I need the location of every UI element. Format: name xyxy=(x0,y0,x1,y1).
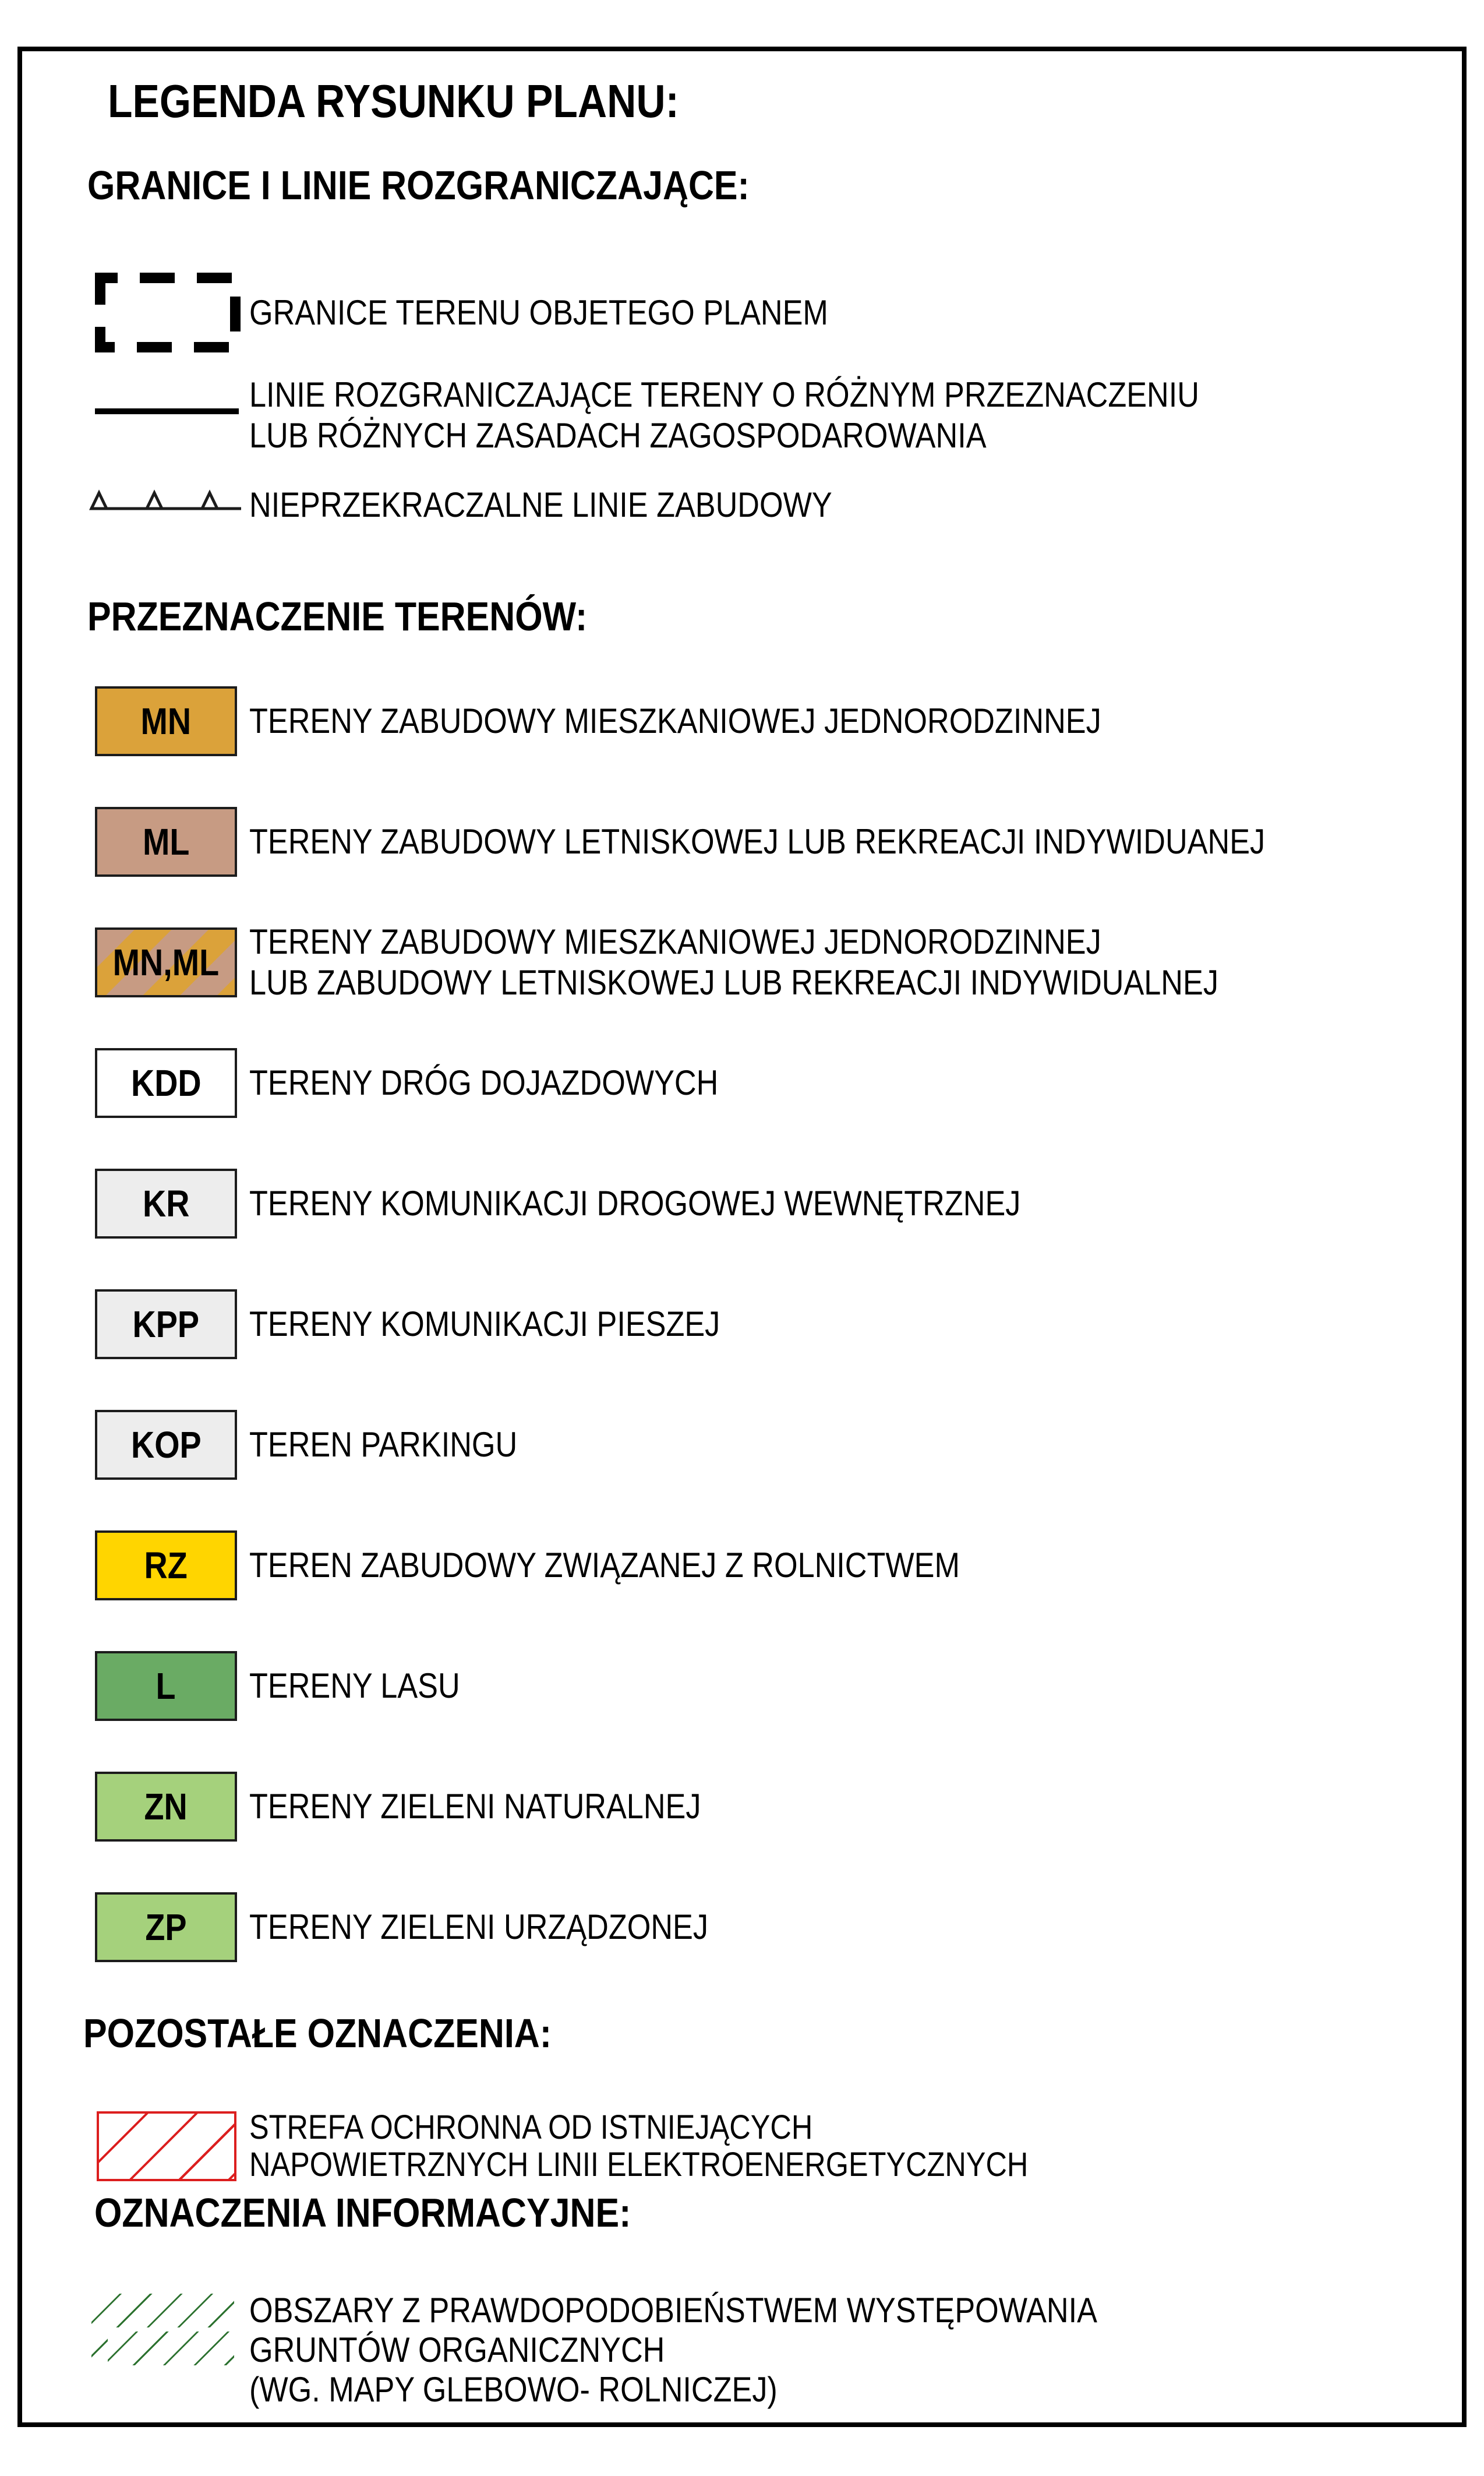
landuse-label-kpp: TERENY KOMUNIKACJI PIESZEJ xyxy=(249,1304,720,1343)
swatch-mn-code: MN xyxy=(140,700,192,742)
swatch-kdd xyxy=(95,1048,237,1118)
swatch-kop-code: KOP xyxy=(130,1424,202,1466)
plan-boundary-dashed-icon xyxy=(95,273,241,352)
landuse-label-mn: TERENY ZABUDOWY MIESZKANIOWEJ JEDNORODZINNEJ xyxy=(249,701,1101,740)
swatch-kop xyxy=(95,1410,237,1480)
dividing-line-icon xyxy=(95,408,239,414)
swatch-kpp xyxy=(95,1289,237,1359)
swatch-rz-code: RZ xyxy=(144,1544,188,1586)
organic-soil-hatch-icon-row2 xyxy=(91,2332,234,2365)
swatch-mn xyxy=(95,686,237,756)
organic-soil-label: OBSZARY Z PRAWDOPODOBIEŃSTWEM WYSTĘPOWANIA GRUNTÓW ORGANICZNYCH (WG. MAPY GLEBOWO- ROLNICZEJ) xyxy=(249,2291,1097,2409)
swatch-kdd-code: KDD xyxy=(130,1062,202,1104)
dividing-line-label: LINIE ROZGRANICZAJĄCE TERENY O RÓŻNYM PRZEZNACZENIU LUB RÓŻNYCH ZASADACH ZAGOSPODAROWANIA xyxy=(249,375,1199,455)
swatch-l xyxy=(95,1651,237,1721)
setback-line-label: NIEPRZEKRACZALNE LINIE ZABUDOWY xyxy=(249,485,832,524)
landuse-label-zp: TERENY ZIELENI URZĄDZONEJ xyxy=(249,1907,708,1946)
legend-title xyxy=(108,73,764,129)
landuse-label-kr: TERENY KOMUNIKACJI DROGOWEJ WEWNĘTRZNEJ xyxy=(249,1184,1021,1223)
organic-soil-hatch-icon xyxy=(91,2294,234,2327)
swatch-kr xyxy=(95,1169,237,1239)
swatch-l-code: L xyxy=(156,1665,176,1707)
landuse-label-ml: TERENY ZABUDOWY LETNISKOWEJ LUB REKREACJI INDYWIDUANEJ xyxy=(249,822,1266,861)
protection-zone-label: STREFA OCHRONNA OD ISTNIEJĄCYCH NAPOWIETRZNYCH LINII ELEKTROENERGETYCZNYCH xyxy=(249,2108,1029,2184)
swatch-kr-code: KR xyxy=(142,1183,190,1225)
landuse-label-l: TERENY LASU xyxy=(249,1666,460,1705)
swatch-ml xyxy=(95,807,237,877)
protection-zone-swatch xyxy=(97,2111,236,2181)
legend-title-text: LEGENDA RYSUNKU PLANU: xyxy=(108,75,679,127)
plan-boundary-label: GRANICE TERENU OBJETEGO PLANEM xyxy=(249,292,828,332)
section-lines-heading: GRANICE I LINIE ROZGRANICZAJĄCE: xyxy=(87,163,750,208)
swatch-rz xyxy=(95,1530,237,1600)
landuse-label-kdd: TERENY DRÓG DOJAZDOWYCH xyxy=(249,1063,719,1102)
section-landuse-heading: PRZEZNACZENIE TERENÓW: xyxy=(87,594,588,639)
landuse-label-mn-ml: TERENY ZABUDOWY MIESZKANIOWEJ JEDNORODZINNEJ LUB ZABUDOWY LETNISKOWEJ LUB REKREACJI INDYWIDUALNEJ xyxy=(249,922,1218,1002)
swatch-kpp-code: KPP xyxy=(132,1303,200,1345)
setback-line-icon xyxy=(89,488,243,513)
swatch-mn-ml xyxy=(95,927,237,997)
swatch-zp-code: ZP xyxy=(145,1906,187,1948)
swatch-zn xyxy=(95,1772,237,1842)
landuse-label-kop: TEREN PARKINGU xyxy=(249,1425,518,1464)
section-informational-heading: OZNACZENIA INFORMACYJNE: xyxy=(94,2190,631,2235)
section-other-heading: POZOSTAŁE OZNACZENIA: xyxy=(83,2011,552,2056)
swatch-zn-code: ZN xyxy=(144,1786,188,1828)
swatch-ml-code: ML xyxy=(142,821,190,863)
swatch-zp xyxy=(95,1892,237,1962)
swatch-mn-ml-code: MN,ML xyxy=(112,941,220,983)
landuse-label-rz: TEREN ZABUDOWY ZWIĄZANEJ Z ROLNICTWEM xyxy=(249,1546,960,1585)
landuse-label-zn: TERENY ZIELENI NATURALNEJ xyxy=(249,1787,701,1826)
